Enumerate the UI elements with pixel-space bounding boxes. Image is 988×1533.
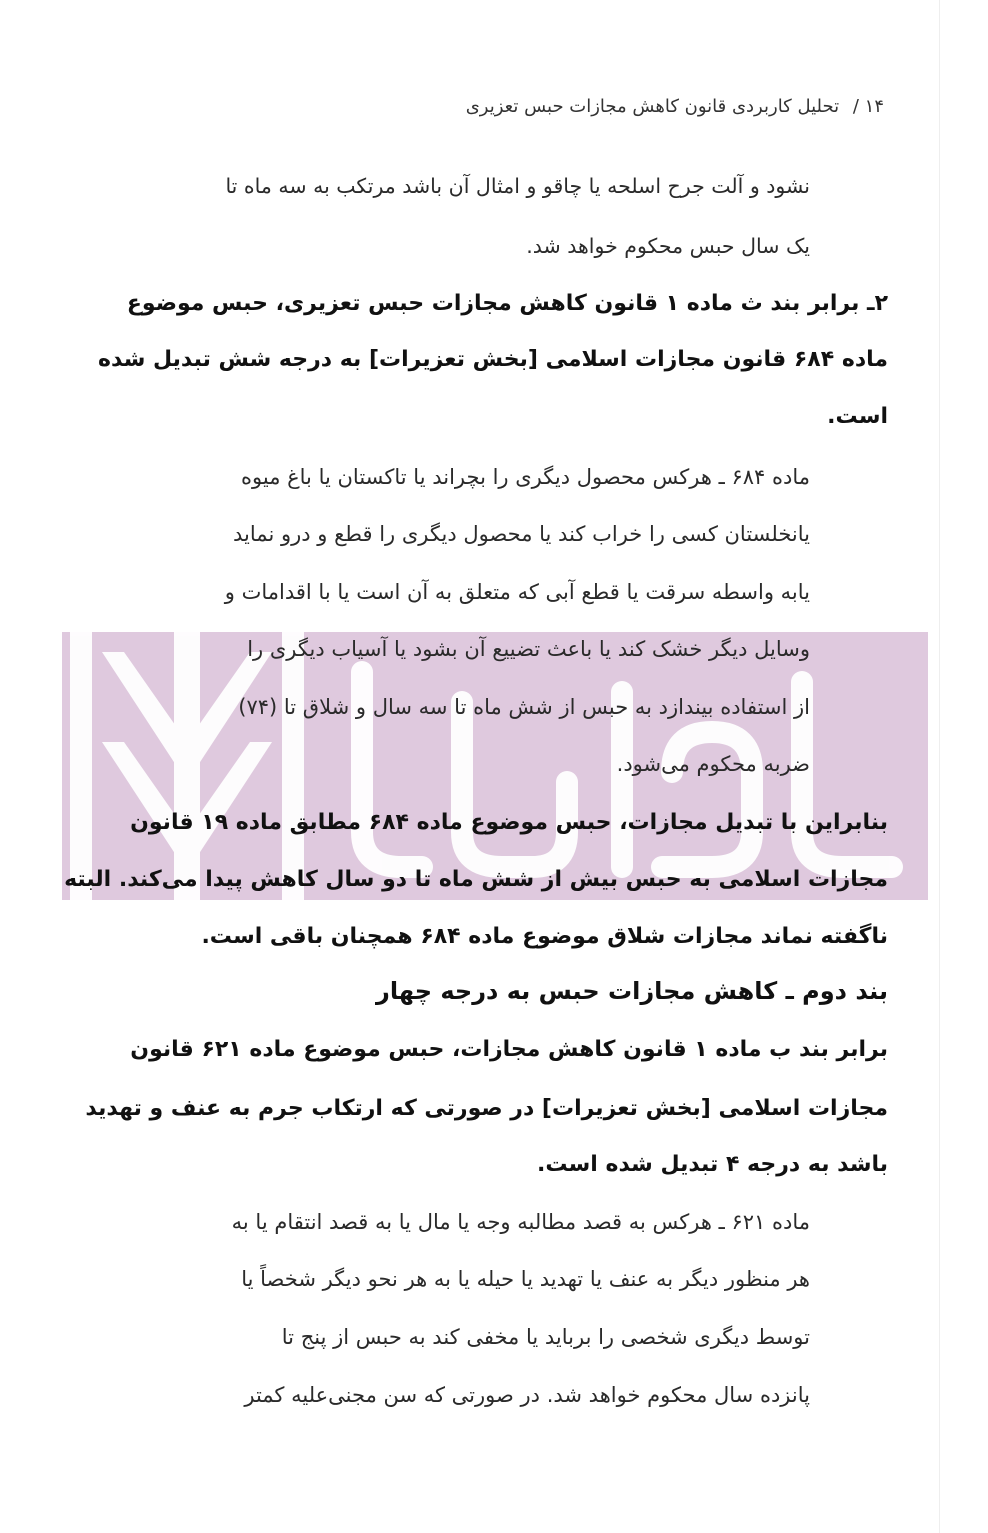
quote-line-5: از استفاده بیندازد به حبس از شش ماه تا سه سال و شلاق تا (۷۴) xyxy=(238,695,810,719)
body-line-5: است. xyxy=(827,404,888,429)
quote-line-4: وسایل دیگر خشک کند یا باعث تضییع آن بشود یا آسیاب دیگری را xyxy=(247,637,810,661)
quote-line-8: هر منظور دیگر به عنف یا تهدید یا حیله یا به هر نحو دیگر شخصاً یا xyxy=(241,1267,810,1291)
quote-line-2: یانخلستان کسی را خراب کند یا محصول دیگری را قطع و درو نماید xyxy=(233,522,810,546)
running-title: تحلیل کاربردی قانون کاهش مجازات حبس تعزیری xyxy=(465,96,840,117)
quote-line-9: توسط دیگری شخصی را برباید یا مخفی کند به حبس از پنج تا xyxy=(281,1325,810,1349)
body-line-7: مجازات اسلامی به حبس بیش از شش ماه تا دو سال کاهش پیدا می‌کند. البته xyxy=(64,867,888,892)
section-heading: بند دوم ـ کاهش مجازات حبس به درجه چهار xyxy=(376,977,888,1005)
page-number: ۱۴ / xyxy=(852,96,884,117)
quote-line-3: یابه واسطه سرقت یا قطع آبی که متعلق به آن است یا با اقدامات و xyxy=(224,580,810,604)
body-line-11: باشد به درجه ۴ تبدیل شده است. xyxy=(536,1152,888,1177)
quote-line-6: ضربه محکوم می‌شود. xyxy=(616,752,810,776)
page-edge-line xyxy=(939,0,940,1533)
body-line-3: ۲ـ برابر بند ث ماده ۱ قانون کاهش مجازات حبس تعزیری، حبس موضوع xyxy=(126,291,888,316)
body-line-2: یک سال حبس محکوم خواهد شد. xyxy=(526,234,810,258)
quote-line-1: ماده ۶۸۴ ـ هرکس محصول دیگری را بچراند یا تاکستان یا باغ میوه xyxy=(241,465,810,489)
body-line-9: برابر بند ب ماده ۱ قانون کاهش مجازات، حبس موضوع ماده ۶۲۱ قانون xyxy=(130,1037,888,1062)
body-line-6: بنابراین با تبدیل مجازات، حبس موضوع ماده ۶۸۴ مطابق ماده ۱۹ قانون xyxy=(130,810,888,835)
running-header xyxy=(466,96,884,117)
body-line-10: مجازات اسلامی [بخش تعزیرات] در صورتی که ارتکاب جرم به عنف و تهدید xyxy=(85,1096,888,1121)
quote-line-7: ماده ۶۲۱ ـ هرکس به قصد مطالبه وجه یا مال یا به قصد انتقام یا به xyxy=(231,1210,810,1234)
quote-line-10: پانزده سال محکوم خواهد شد. در صورتی که سن مجنی‌علیه کمتر xyxy=(244,1383,810,1407)
body-line-1: نشود و آلت جرح اسلحه یا چاقو و امثال آن باشد مرتکب به سه ماه تا xyxy=(225,174,810,198)
body-line-4: ماده ۶۸۴ قانون مجازات اسلامی [بخش تعزیرات] به درجه شش تبدیل شده xyxy=(98,347,888,372)
body-line-8: ناگفته نماند مجازات شلاق موضوع ماده ۶۸۴ همچنان باقی است. xyxy=(201,924,888,949)
